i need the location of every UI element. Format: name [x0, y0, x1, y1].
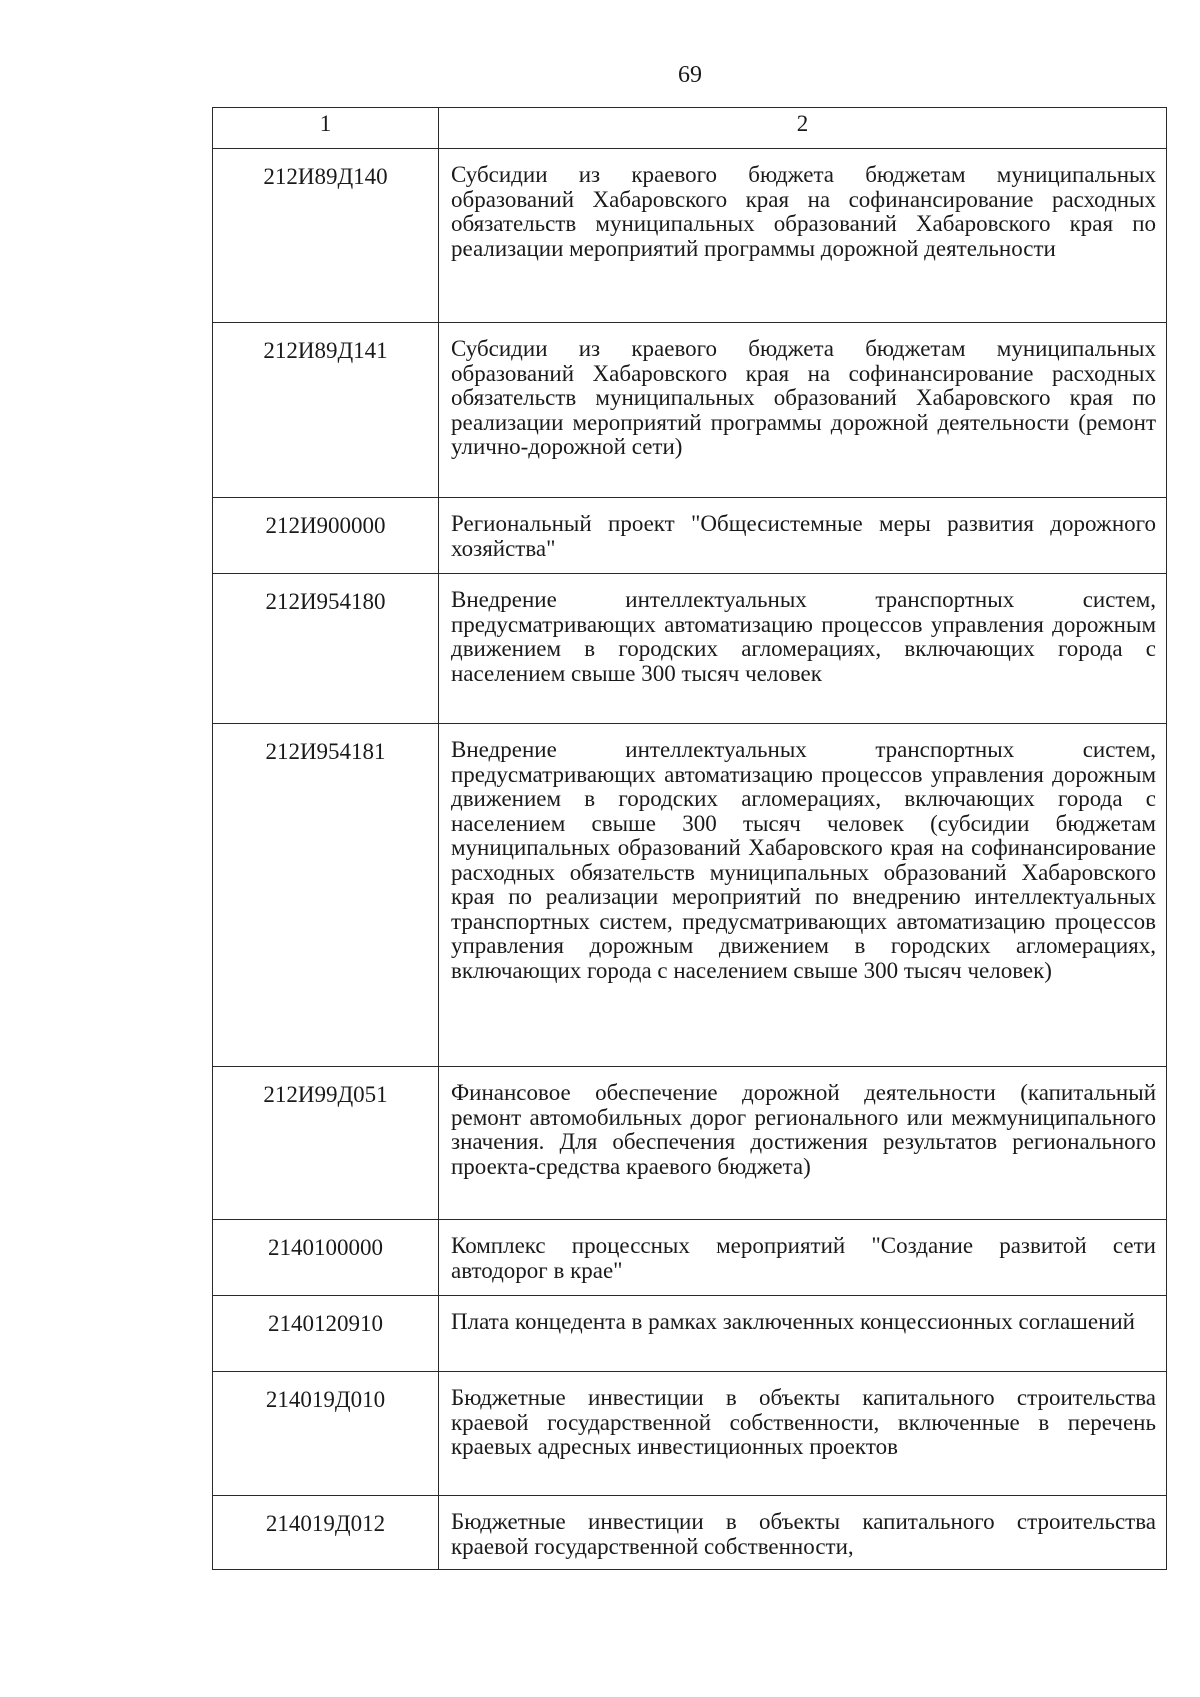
row-description: Бюджетные инвестиции в объекты капитального строительства краевой государственной собственности, включенные в перечень краевых адресных инвестиционных проектов — [439, 1372, 1167, 1496]
row-code: 212И954180 — [213, 574, 439, 724]
row-code: 212И954181 — [213, 724, 439, 1067]
table-row — [213, 498, 1167, 574]
table-row — [213, 149, 1167, 323]
table-row — [213, 1296, 1167, 1372]
table-row — [213, 724, 1167, 1067]
row-description: Бюджетные инвестиции в объекты капитального строительства краевой государственной собственности, — [439, 1496, 1167, 1570]
table-row — [213, 1372, 1167, 1496]
row-code: 212И89Д140 — [213, 149, 439, 323]
row-description: Субсидии из краевого бюджета бюджетам муниципальных образований Хабаровского края на софинансирование расходных обязательств муниципальных образований Хабаровского края по реализации мероприятий программы дорожной деятельности — [439, 149, 1167, 323]
page-number: 69 — [678, 62, 702, 88]
row-code: 214019Д012 — [213, 1496, 439, 1570]
table-row — [213, 323, 1167, 498]
row-description: Плата концедента в рамках заключенных концессионных соглашений — [439, 1296, 1167, 1372]
column-header-description: 2 — [439, 108, 1167, 149]
row-code: 2140100000 — [213, 1220, 439, 1296]
row-code: 214019Д010 — [213, 1372, 439, 1496]
table-row — [213, 574, 1167, 724]
table-header-row — [213, 108, 1167, 149]
row-description: Субсидии из краевого бюджета бюджетам муниципальных образований Хабаровского края на софинансирование расходных обязательств муниципальных образований Хабаровского края по реализации мероприятий программы дорожной деятельности (ремонт улично-дорожной сети) — [439, 323, 1167, 498]
row-code: 212И99Д051 — [213, 1067, 439, 1220]
table-row — [213, 1067, 1167, 1220]
row-code: 212И900000 — [213, 498, 439, 574]
table-row — [213, 1496, 1167, 1570]
row-code: 212И89Д141 — [213, 323, 439, 498]
row-description: Комплекс процессных мероприятий "Создание развитой сети автодорог в крае" — [439, 1220, 1167, 1296]
row-description: Внедрение интеллектуальных транспортных систем, предусматривающих автоматизацию процессов управления дорожным движением в городских агломерациях, включающих города с населением свыше 300 тысяч человек — [439, 574, 1167, 724]
column-header-code: 1 — [213, 108, 439, 149]
table-row — [213, 1220, 1167, 1296]
row-code: 2140120910 — [213, 1296, 439, 1372]
row-description: Финансовое обеспечение дорожной деятельности (капитальный ремонт автомобильных дорог регионального или межмуниципального значения. Для обеспечения достижения результатов регионального проекта-средства краевого бюджета) — [439, 1067, 1167, 1220]
row-description: Региональный проект "Общесистемные меры развития дорожного хозяйства" — [439, 498, 1167, 574]
row-description: Внедрение интеллектуальных транспортных систем, предусматривающих автоматизацию процессов управления дорожным движением в городских агломерациях, включающих города с населением свыше 300 тысяч человек (субсидии бюджетам муниципальных образований Хабаровского края на софинансирование расходных обязательств муниципальных образований Хабаровского края по реализации мероприятий по внедрению интеллектуальных транспортных систем, предусматривающих автоматизацию процессов управления дорожным движением в городских агломерациях, включающих города с населением свыше 300 тысяч человек) — [439, 724, 1167, 1067]
budget-code-table — [212, 107, 1167, 1570]
